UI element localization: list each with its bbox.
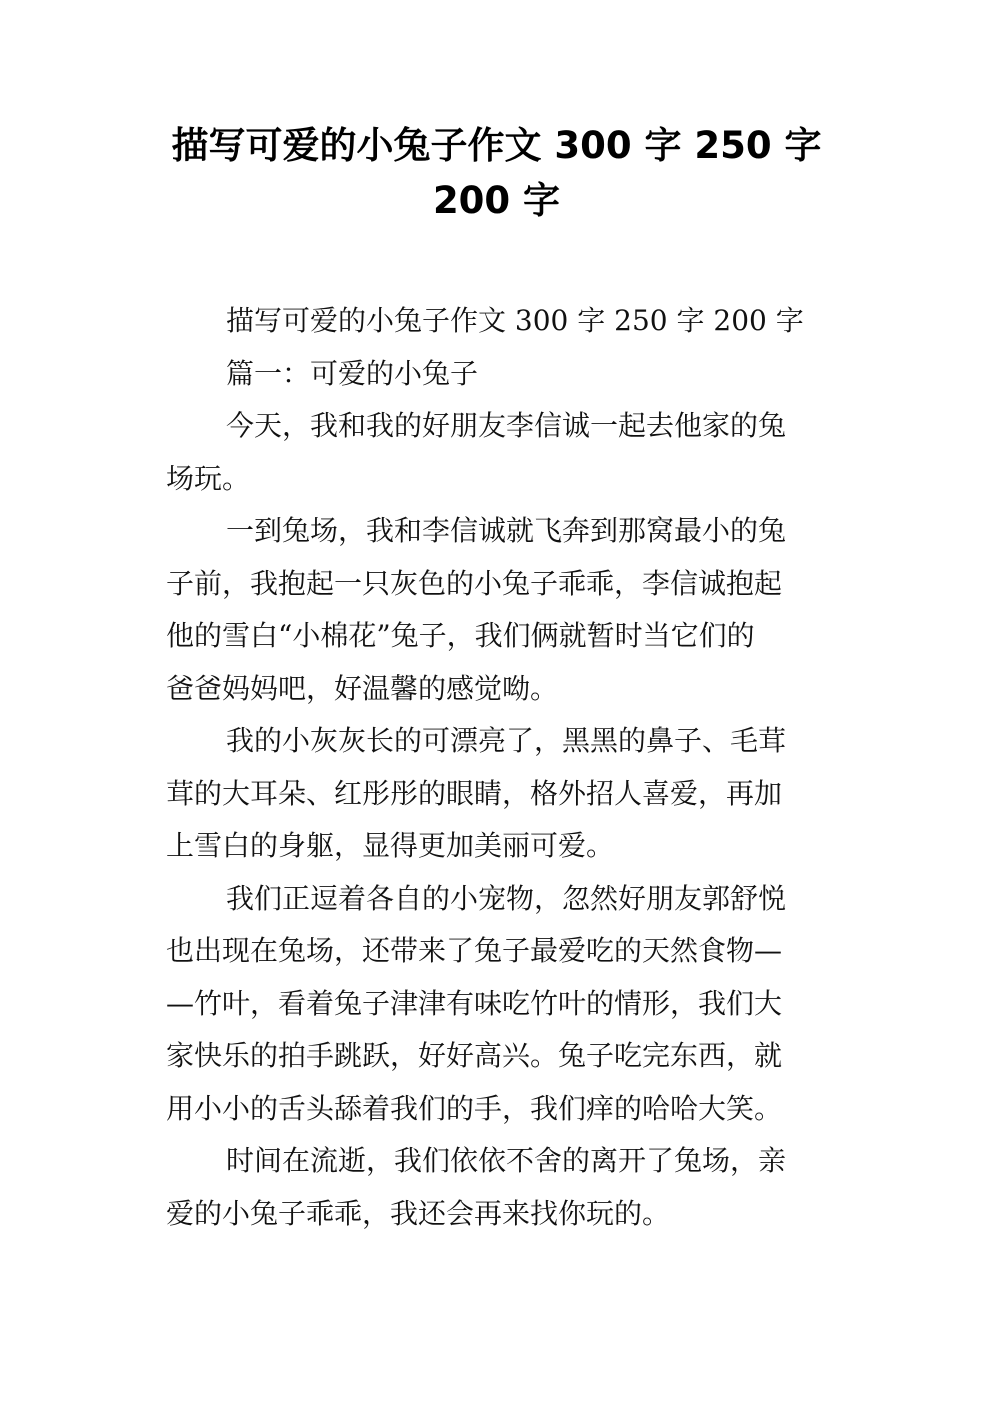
title-line-2: 200 字 <box>432 179 561 222</box>
paragraph-4 <box>166 873 828 1136</box>
text-line: 茸的大耳朵、红彤彤的眼睛，格外招人喜爱，再加 <box>166 776 783 810</box>
text-line: 我们正逗着各自的小宠物，忽然好朋友郭舒悦 <box>226 881 787 915</box>
text-line: 用小小的舌头舔着我们的手，我们痒的哈哈大笑。 <box>166 1091 783 1125</box>
text-line: 篇一：可爱的小兔子 <box>226 356 479 390</box>
text-line: 子前，我抱起一只灰色的小兔子乖乖，李信诚抱起 <box>166 566 783 600</box>
document-title <box>150 118 843 228</box>
paragraph-1 <box>166 400 828 505</box>
text-line: 爸爸妈妈吧，好温馨的感觉呦。 <box>166 671 559 705</box>
text-line: 爱的小兔子乖乖，我还会再来找你玩的。 <box>166 1196 671 1230</box>
title-line-1: 描写可爱的小兔子作文 300 字 250 字 <box>171 124 822 167</box>
text-line: 描写可爱的小兔子作文 300 字 250 字 200 字 <box>226 304 804 337</box>
text-line: 时间在流逝，我们依依不舍的离开了兔场，亲 <box>226 1144 787 1177</box>
text-line: 今天，我和我的好朋友李信诚一起去他家的兔 <box>226 409 787 442</box>
document-body <box>166 295 828 1240</box>
text-line: 他的雪白“小棉花”兔子，我们俩就暂时当它们的 <box>166 619 755 652</box>
paragraph-5 <box>166 1135 828 1240</box>
paragraph-2 <box>166 505 828 715</box>
paragraph-3 <box>166 715 828 873</box>
text-line: —竹叶，看着兔子津津有味吃竹叶的情形，我们大 <box>166 986 783 1020</box>
text-line: 家快乐的拍手跳跃，好好高兴。兔子吃完东西，就 <box>166 1039 783 1072</box>
text-line: 上雪白的身躯，显得更加美丽可爱。 <box>166 829 615 862</box>
text-line: 我的小灰灰长的可漂亮了，黑黑的鼻子、毛茸 <box>226 724 787 757</box>
text-line: 场玩。 <box>166 461 251 495</box>
paragraph-subtitle <box>166 295 828 348</box>
text-line: 一到兔场，我和李信诚就飞奔到那窝最小的兔 <box>226 514 787 547</box>
text-line: 也出现在兔场，还带来了兔子最爱吃的天然食物— <box>166 934 783 967</box>
paragraph-section-heading <box>166 348 828 401</box>
